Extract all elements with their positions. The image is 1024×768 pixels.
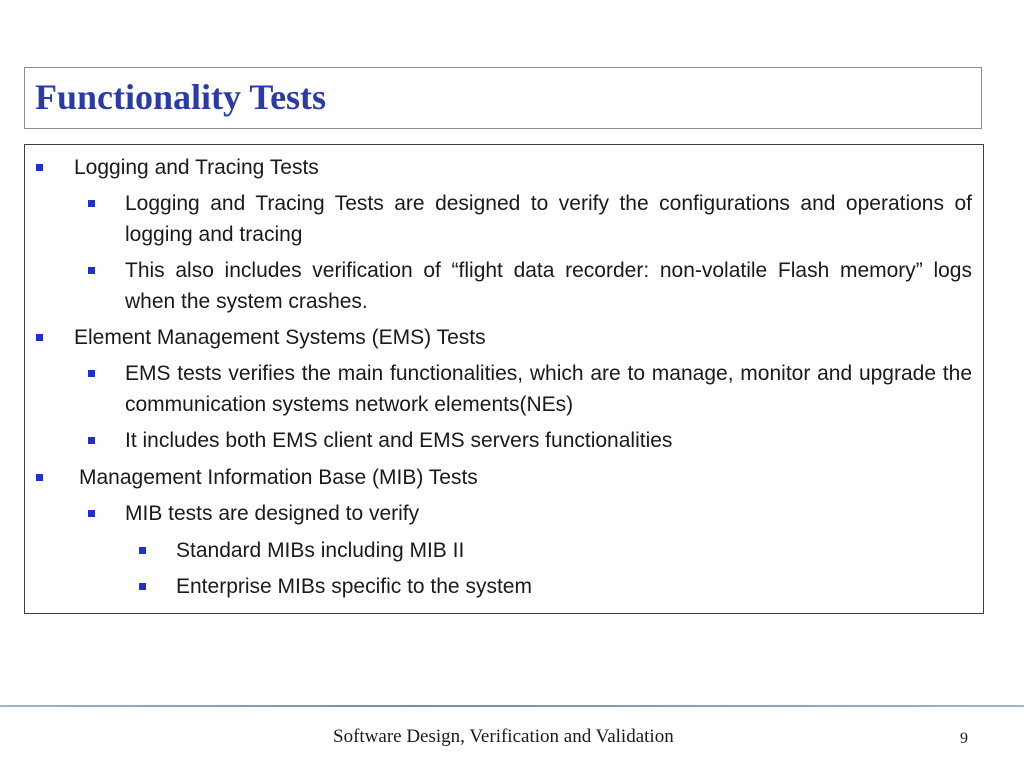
sub-bullet-flight-recorder: [125, 255, 972, 317]
bullet-text: MIB tests are designed to verify: [125, 502, 420, 525]
sub-bullet-mib-verify: [125, 498, 972, 529]
bullet-mib-tests: [79, 462, 964, 493]
bullet-text: It includes both EMS client and EMS servers functionalities: [125, 429, 673, 452]
square-bullet-icon: [88, 510, 95, 517]
bullet-text: Standard MIBs including MIB II: [176, 539, 465, 562]
footer-course-name: Software Design, Verification and Validation: [333, 726, 674, 747]
content-box: [24, 144, 984, 614]
sub-bullet-ems-functions: [125, 358, 972, 420]
bullet-text: Logging and Tracing Tests are designed to verify the configurations and operations of logging and tracing: [125, 192, 972, 246]
footer-divider: [0, 705, 1024, 707]
square-bullet-icon: [88, 267, 95, 274]
bullet-text: Enterprise MIBs specific to the system: [176, 575, 532, 598]
square-bullet-icon: [36, 334, 43, 341]
square-bullet-icon: [88, 437, 95, 444]
square-bullet-icon: [88, 200, 95, 207]
title-box: [24, 67, 982, 129]
square-bullet-icon: [139, 547, 146, 554]
bullet-text: This also includes verification of “flight data recorder: non-volatile Flash memory” logs when the system crashes.: [125, 259, 972, 313]
page-number: 9: [960, 730, 968, 747]
slide-title: Functionality Tests: [35, 77, 327, 117]
sub-sub-bullet-enterprise-mibs: [176, 571, 956, 602]
sub-bullet-ems-client-server: [125, 425, 972, 456]
bullet-ems-tests: [74, 322, 964, 353]
square-bullet-icon: [139, 583, 146, 590]
sub-bullet-logging-purpose: [125, 188, 972, 250]
bullet-text: Management Information Base (MIB) Tests: [79, 466, 478, 489]
bullet-logging-tracing: [74, 152, 964, 183]
square-bullet-icon: [36, 164, 43, 171]
bullet-text: Logging and Tracing Tests: [74, 156, 319, 179]
square-bullet-icon: [36, 474, 43, 481]
sub-sub-bullet-standard-mibs: [176, 535, 956, 566]
bullet-text: Element Management Systems (EMS) Tests: [74, 326, 486, 349]
bullet-text: EMS tests verifies the main functionalities, which are to manage, monitor and upgrade the communication systems network elements(NEs): [125, 362, 972, 416]
square-bullet-icon: [88, 370, 95, 377]
